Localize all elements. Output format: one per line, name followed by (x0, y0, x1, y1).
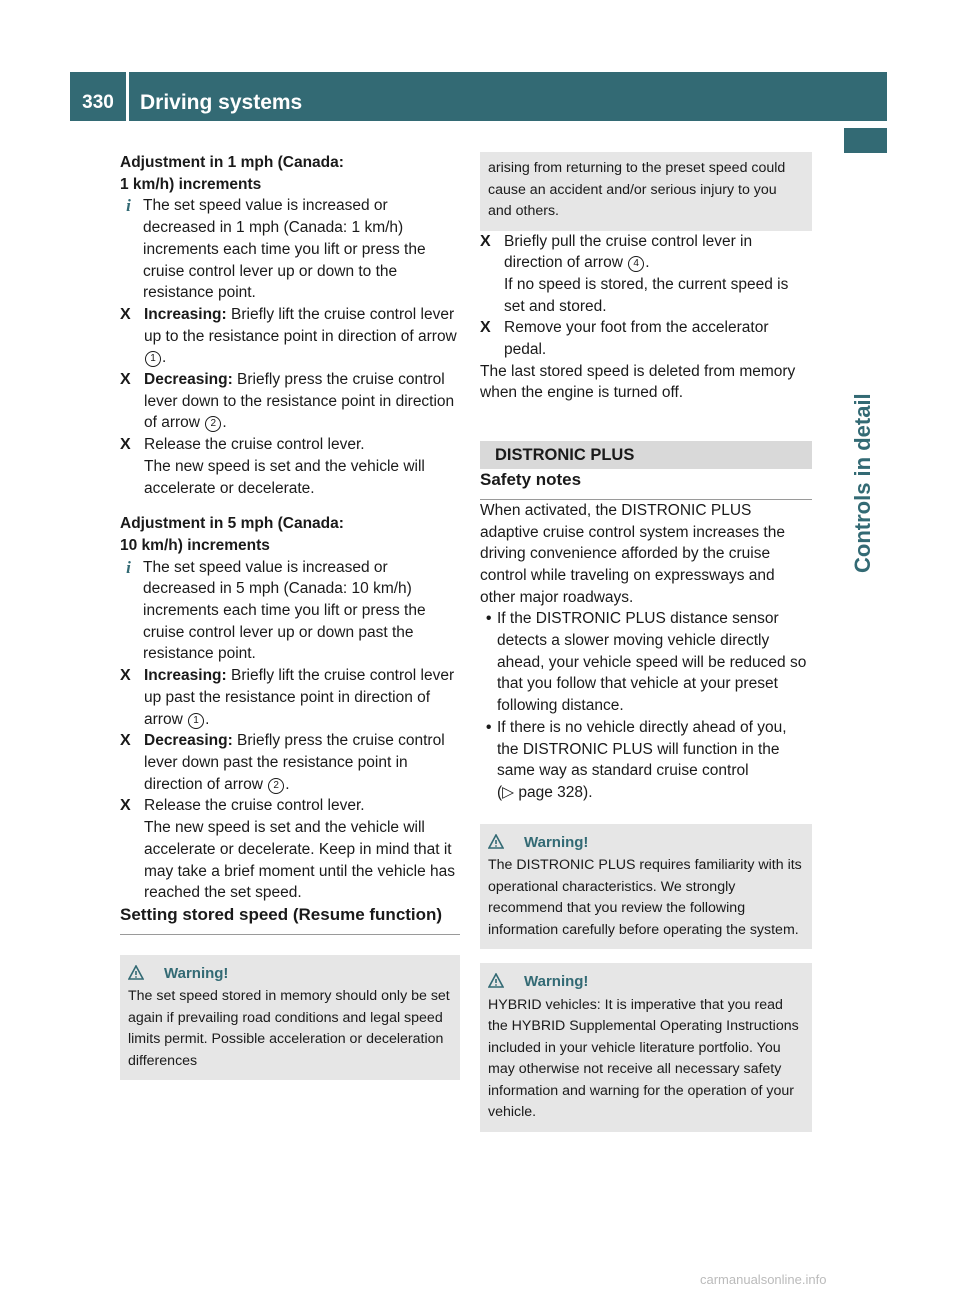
bullet-item: • If there is no vehicle directly ahead of you, the DISTRONIC PLUS will function in the same way as standard cruise control (▷ page 328). (486, 718, 787, 801)
step-arrow-icon: X (120, 732, 131, 750)
info-icon: i (126, 196, 131, 216)
step-arrow-icon: X (120, 371, 131, 389)
arrow-number-icon: 4 (628, 256, 644, 272)
section-title-1mph: Adjustment in 1 mph (Canada: 1 km/h) increments (120, 154, 344, 193)
section-title-resume: Setting stored speed (Resume function) (120, 904, 460, 935)
step-increasing: X Increasing: Briefly lift the cruise control lever up to the resistance point in direction of arrow 1 . (120, 305, 457, 367)
warning-box (480, 963, 812, 1132)
bullet-icon: • (486, 718, 492, 736)
warning-text: HYBRID vehicles: It is imperative that you read the HYBRID Supplemental Operating Instructions included in your vehicle literature portfolio. You may otherwise not receive all necessary safety information and warning for the operation of your vehicle. (488, 996, 799, 1121)
info-note: i The set speed value is increased or decreased in 5 mph (Canada: 10 km/h) increments each time you lift or press the cruise control lever up or down past the resistance point. (120, 557, 460, 666)
step-decreasing: X Decreasing: Briefly press the cruise control lever down to the resistance point in direction of arrow 2 . (120, 371, 455, 432)
left-column (120, 152, 460, 1080)
warning-box-continued (480, 152, 812, 231)
info-icon: i (126, 557, 131, 577)
side-section-label: Controls in detail (850, 393, 875, 573)
step-arrow-icon: X (120, 305, 131, 323)
warning-text: arising from returning to the preset speed could cause an accident and/or serious injury to you and others. (488, 160, 786, 219)
page-reference[interactable]: (▷ page 328). (497, 783, 593, 801)
section-band-distronic: DISTRONIC PLUS (480, 441, 812, 469)
paragraph: The last stored speed is deleted from memory when the engine is turned off. (480, 362, 796, 402)
step-arrow-icon: X (120, 436, 131, 454)
warning-text: The set speed stored in memory should only be set again if prevailing road conditions and legal speed limits permit. Possible acceleration or deceleration differences (128, 988, 450, 1069)
arrow-number-icon: 2 (268, 778, 284, 794)
warning-text: The DISTRONIC PLUS requires familiarity with its operational characteristics. We strongly recommend that you review the following information carefully before operating the system. (488, 857, 802, 938)
header-divider (126, 72, 129, 121)
section-title-safety: Safety notes (480, 469, 812, 500)
info-note: i The set speed value is increased or decreased in 1 mph (Canada: 1 km/h) increments each time you lift or press the cruise control lever up or down to the resistance point. (120, 195, 460, 304)
step-release: X Release the cruise control lever. The new speed is set and the vehicle will accelerate or decelerate. Keep in mind that it may take a brief moment until the vehicle has reached the set speed. (120, 797, 456, 902)
watermark: carmanualsonline.info (700, 1272, 827, 1287)
warning-triangle-icon (488, 973, 504, 989)
right-column (480, 152, 812, 1132)
side-tab-marker (844, 128, 887, 153)
bullet-icon: • (486, 610, 492, 628)
arrow-number-icon: 1 (188, 713, 204, 729)
section-title-5mph: Adjustment in 5 mph (Canada: 10 km/h) increments (120, 515, 344, 554)
step-arrow-icon: X (120, 797, 131, 815)
page-number: 330 (82, 92, 114, 113)
warning-triangle-icon (488, 834, 504, 850)
step-arrow-icon: X (120, 667, 131, 685)
arrow-number-icon: 2 (205, 416, 221, 432)
step-arrow-icon: X (480, 232, 491, 250)
arrow-number-icon: 1 (145, 351, 161, 367)
step-arrow-icon: X (480, 319, 491, 337)
paragraph: When activated, the DISTRONIC PLUS adaptive cruise control system increases the driving convenience afforded by the cruise control while traveling on expressways and other major roadways. (480, 501, 785, 606)
warning-title: Warning! (488, 832, 804, 854)
warning-title: Warning! (488, 971, 804, 993)
warning-triangle-icon (128, 965, 144, 981)
step-remove-foot: X Remove your foot from the accelerator pedal. (480, 319, 769, 359)
warning-title: Warning! (128, 963, 452, 985)
step-release: X Release the cruise control lever. The new speed is set and the vehicle will accelerate or decelerate. (120, 436, 425, 497)
step-decreasing: X Decreasing: Briefly press the cruise control lever down past the resistance point in direction of arrow 2 . (120, 732, 445, 793)
chapter-title: Driving systems (140, 91, 303, 114)
bullet-item: • If the DISTRONIC PLUS distance sensor detects a slower moving vehicle directly ahead, your vehicle speed will be reduced so that you follow that vehicle at your preset following distance. (486, 610, 807, 715)
step-increasing: X Increasing: Briefly lift the cruise control lever up past the resistance point in direction of arrow 1 . (120, 667, 455, 728)
warning-box (120, 955, 460, 1081)
warning-box (480, 824, 812, 950)
step-pull-lever: X Briefly pull the cruise control lever in direction of arrow 4 . If no speed is stored, the current speed is set and stored. (480, 232, 789, 315)
